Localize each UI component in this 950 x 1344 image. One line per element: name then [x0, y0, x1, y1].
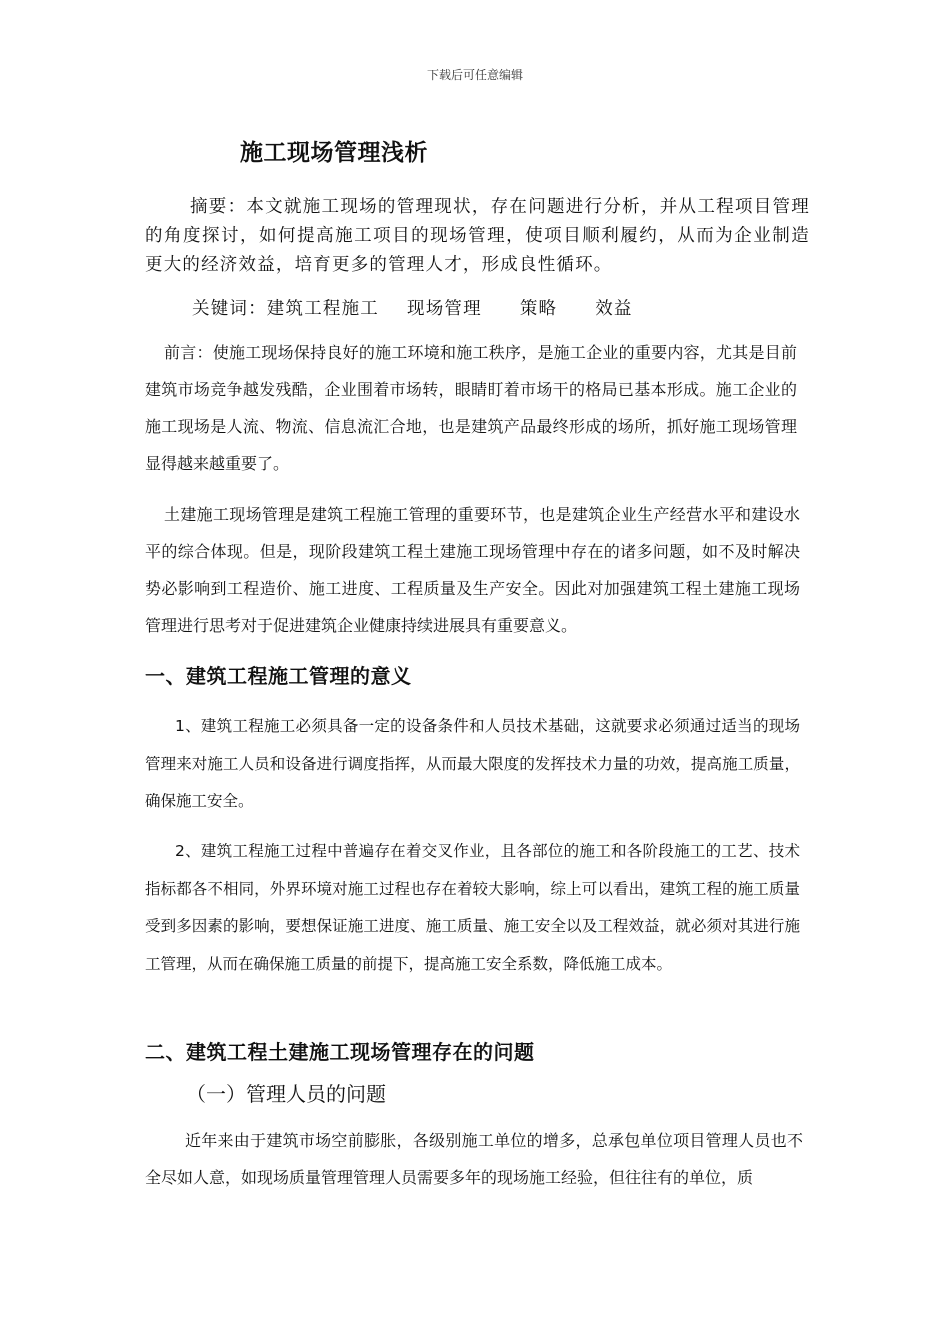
section-heading: 二、建筑工程土建施工现场管理存在的问题 — [145, 1040, 535, 1064]
intro-paragraph: 土建施工现场管理是建筑工程施工管理的重要环节，也是建筑企业生产经营水平和建设水平的综合体现。但是，现阶段建筑工程土建施工现场管理中存在的诸多问题，如不及时解决势必影响到工程造价、施工进度、工程质量及生产安全。因此对加强建筑工程土建施工现场管理进行思考对于促进建筑企业健康持续进展具有重要意义。 — [145, 505, 800, 635]
keywords-label: 关键词：建筑工程施工 — [192, 299, 379, 319]
header-note: 下载后可任意编辑 — [426, 68, 523, 82]
section-item: 2、建筑工程施工过程中普遍存在着交叉作业，且各部位的施工和各阶段施工的工艺、技术指标都各不相同，外界环境对施工过程也存在着较大影响，综上可以看出，建筑工程的施工质量受到多因素的影响，要想保证施工进度、施工质量、施工安全以及工程效益，就必须对其进行施工管理，从而在确保施工质量的前提下，提高施工安全系数，降低施工成本。 — [145, 842, 800, 973]
keyword-item: 效益 — [595, 299, 633, 319]
document-title: 施工现场管理浅析 — [240, 140, 428, 166]
preface-paragraph: 前言：使施工现场保持良好的施工环境和施工秩序，是施工企业的重要内容，尤其是目前建筑市场竞争越发残酷，企业围着市场转，眼睛盯着市场干的格局已基本形成。施工企业的施工现场是人流、物流、信息流汇合地，也是建筑产品最终形成的场所，抓好施工现场管理显得越来越重要了。 — [145, 343, 797, 473]
keywords-line — [192, 295, 633, 320]
section-heading: 一、建筑工程施工管理的意义 — [145, 664, 412, 688]
body-paragraph: 近年来由于建筑市场空前膨胀，各级别施工单位的增多，总承包单位项目管理人员也不全尽如人意，如现场质量管理管理人员需要多年的现场施工经验，但往往有的单位，质 — [145, 1131, 803, 1187]
keyword-item: 策略 — [519, 299, 558, 319]
subsection-heading: （一）管理人员的问题 — [186, 1082, 386, 1106]
keyword-item: 现场管理 — [407, 299, 482, 319]
abstract-paragraph: 摘要：本文就施工现场的管理现状，存在问题进行分析，并从工程项目管理的角度探讨，如何提高施工项目的现场管理，使项目顺利履约，从而为企业制造更大的经济效益，培育更多的管理人才，形成良性循环。 — [145, 197, 810, 275]
section-item: 1、建筑工程施工必须具备一定的设备条件和人员技术基础，这就要求必须通过适当的现场管理来对施工人员和设备进行调度指挥，从而最大限度的发挥技术力量的功效，提高施工质量，确保施工安全。 — [145, 717, 800, 810]
